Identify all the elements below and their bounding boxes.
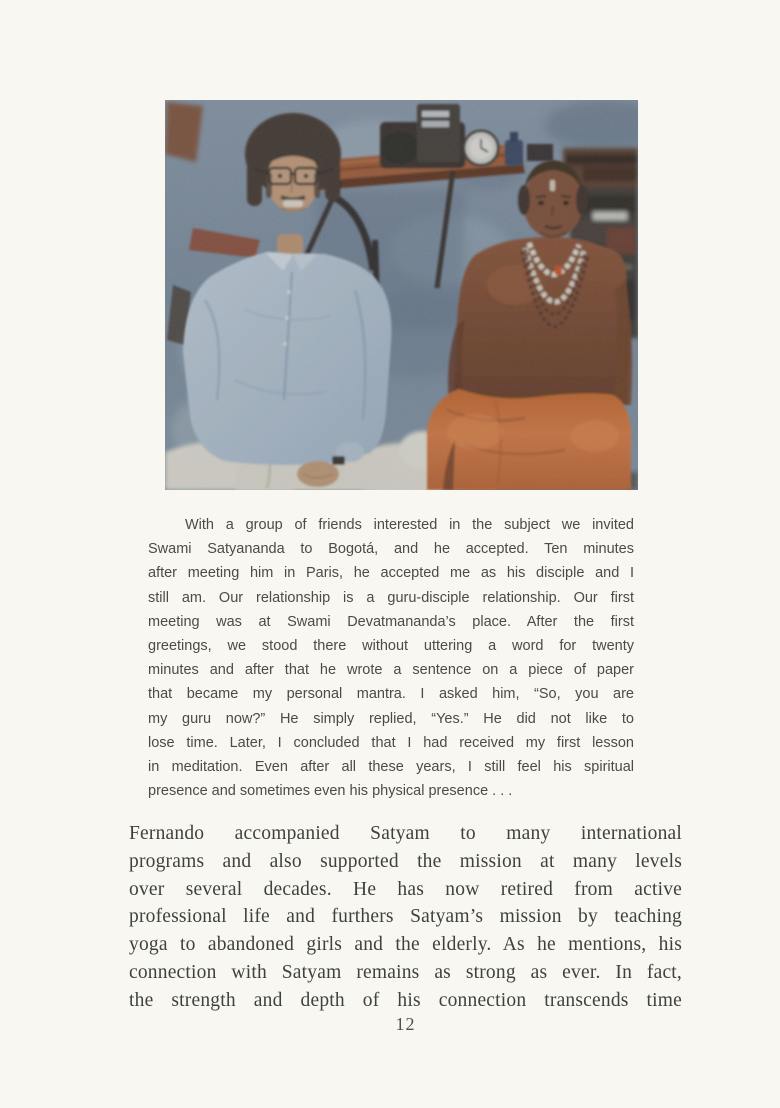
text-line: yoga to abandoned girls and the elderly. As he mentions, his [129,934,682,956]
text-line: Swami Satyananda to Bogotá, and he accepted. Ten minutes [148,541,634,558]
body-paragraph [129,820,682,1015]
text-line: minutes and after that he wrote a sentence on a piece of paper [148,662,634,679]
text-line: presence and sometimes even his physical presence . . . [148,783,513,800]
text-line: greetings, we stood there without uttering a word for twenty [148,638,634,655]
text-line: still am. Our relationship is a guru-disciple relationship. Our first [148,589,634,606]
quote-paragraph [148,513,634,803]
text-line: Fernando accompanied Satyam to many international [129,823,682,844]
text-line: connection with Satyam remains as strong as ever. In fact, [129,961,682,983]
text-line: professional life and furthers Satyam’s mission by teaching [129,906,682,928]
text-line: the strength and depth of his connection transcends time [129,989,682,1011]
photo-illustration [165,100,638,490]
text-line: that became my personal mantra. I asked him, “So, you are [148,686,634,703]
text-line: programs and also supported the mission at many levels [129,850,682,872]
photo [165,100,638,490]
page-number: 12 [395,1014,416,1034]
text-line: With a group of friends interested in the subject we invited [185,517,634,533]
text-line: over several decades. He has now retired from active [129,878,682,900]
text-line: my guru now?” He simply replied, “Yes.” He did not like to [148,710,634,727]
photo-grain-light [165,100,638,490]
text-line: after meeting him in Paris, he accepted me as his disciple and I [148,565,634,582]
text-line: lose time. Later, I concluded that I had received my first lesson [148,734,634,751]
text-line: in meditation. Even after all these years, I still feel his spiritual [148,759,634,776]
text-line: meeting was at Swami Devatmananda’s place. After the first [148,613,634,630]
